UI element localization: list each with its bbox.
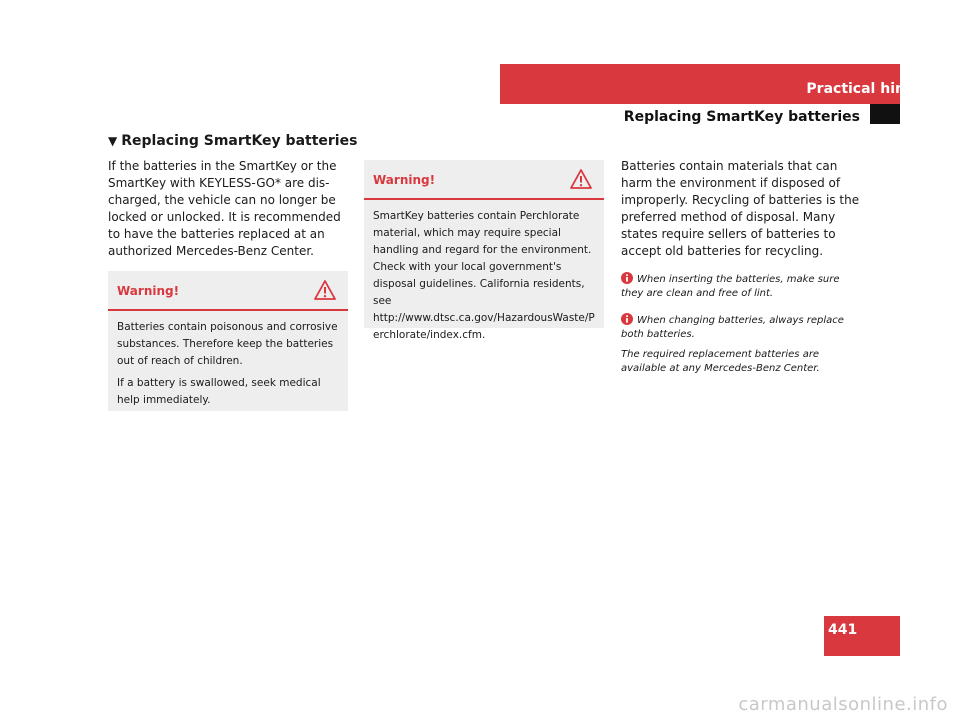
- header-black-tab: [870, 104, 900, 124]
- page-number: 441: [828, 622, 858, 638]
- warning-box-2-body: [364, 200, 604, 344]
- plain-note: The required replacement batteries are available at any Mercedes-Benz Center.: [621, 349, 820, 374]
- warning-box-1-paragraph: If a battery is swallowed, seek medical help immediately.: [117, 377, 321, 406]
- warning-triangle-icon: [314, 279, 336, 301]
- watermark: carmanualsonline.info: [738, 694, 948, 715]
- info-circle-icon: [621, 272, 633, 284]
- warning-box-2: [364, 160, 604, 341]
- warning-box-1-header: [108, 271, 348, 311]
- info-note-text: When inserting the batteries, make sure they are clean and free of lint.: [621, 274, 840, 299]
- warning-box-2-title: Warning!: [373, 173, 436, 187]
- section-title: [108, 132, 357, 150]
- triangle-down-icon: ▼: [108, 134, 118, 148]
- info-note: [621, 313, 861, 342]
- warning-box-1: [108, 271, 348, 411]
- info-note-text: When changing batteries, always replace both batteries.: [621, 315, 844, 340]
- info-note: [621, 272, 861, 301]
- intro-paragraph: If the batteries in the SmartKey or the SmartKey with KEYLESS-GO* are dis-charged, the vehicle can no longer be locked or unlocked. It is recommended to have the batteries replaced at an authorized Mercedes-Benz Center.: [108, 159, 341, 258]
- column-3: [621, 158, 861, 376]
- column-1: [108, 158, 348, 260]
- section-title-text: Replacing SmartKey batteries: [121, 133, 358, 149]
- warning-box-2-paragraph: SmartKey batteries contain Perchlorate material, which may require special handling and regard for the environment. Check with your local government's disposal guidelines. California residents, see http://www.dtsc.ca.gov/HazardousWaste/Perchlorate/index.cfm.: [373, 210, 595, 341]
- warning-box-1-paragraph: Batteries contain poisonous and corrosive substances. Therefore keep the batteries out of reach of children.: [117, 321, 338, 367]
- warning-box-1-body: [108, 311, 348, 409]
- header-section-title: Practical hints: [806, 81, 920, 97]
- info-circle-icon: [621, 313, 633, 325]
- header-subsection-title: Replacing SmartKey batteries: [623, 109, 860, 125]
- warning-box-2-header: [364, 160, 604, 200]
- recycling-paragraph: Batteries contain materials that can harm the environment if disposed of improperly. Recycling of batteries is the preferred method of disposal. Many states require sellers of batteries to accept old batteries for recycling.: [621, 159, 860, 258]
- warning-box-1-title: Warning!: [117, 284, 180, 298]
- warning-triangle-icon: [570, 168, 592, 190]
